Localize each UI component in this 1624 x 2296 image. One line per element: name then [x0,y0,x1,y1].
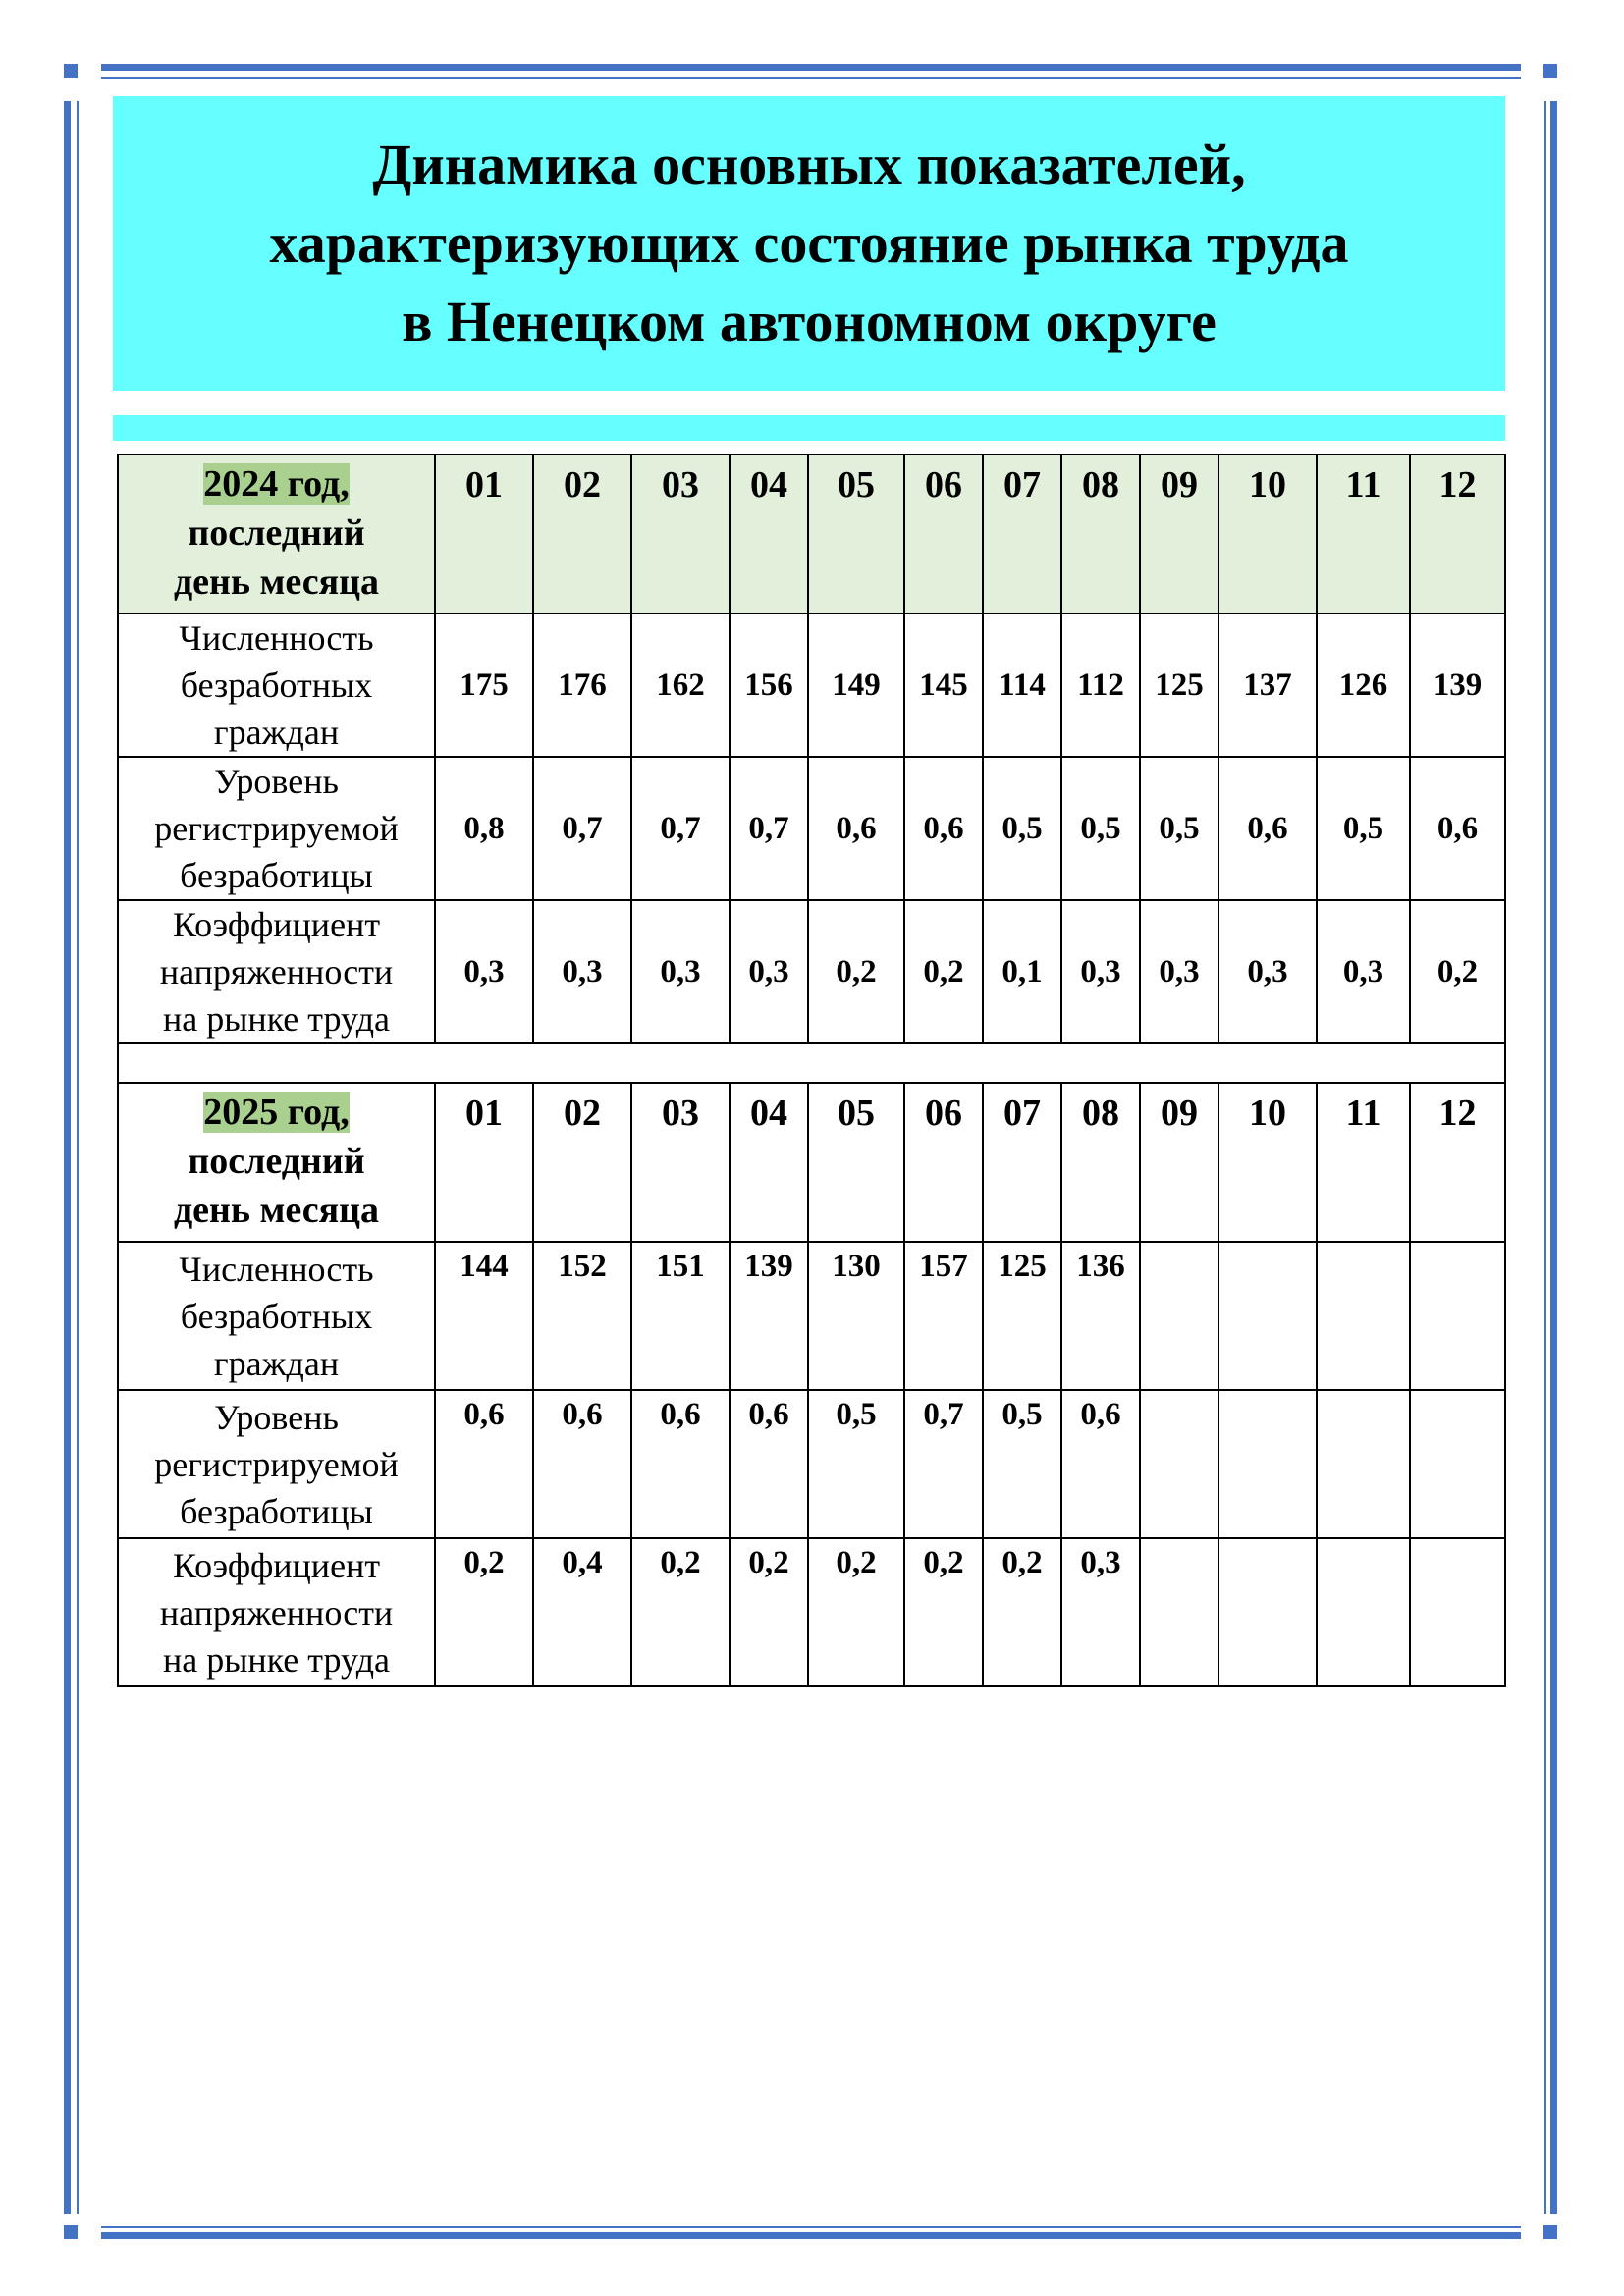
row-2024-unemployed [118,614,1505,757]
month-header: 05 [808,454,904,614]
month-header: 08 [1061,1083,1140,1242]
value-cell: 156 [730,614,808,757]
month-header: 07 [983,454,1061,614]
value-cell: 0,2 [631,1538,730,1686]
row-2025-unemployed [118,1242,1505,1390]
page-border-bottom-inner [101,2226,1521,2228]
label-line: граждан [213,713,340,752]
border-corner-top-right [1543,64,1557,78]
value-cell [1410,1242,1505,1390]
value-cell: 0,2 [808,900,904,1043]
year-subtitle-line-1: последний [188,512,365,554]
value-cell: 0,6 [1061,1390,1140,1538]
value-cell: 0,7 [904,1390,983,1538]
value-cell: 145 [904,614,983,757]
row-label-tension [118,900,435,1043]
value-cell: 0,2 [1410,900,1505,1043]
border-corner-top-left [64,64,78,78]
value-cell: 0,3 [1218,900,1317,1043]
value-cell: 0,7 [533,757,631,900]
value-cell: 114 [983,614,1061,757]
month-header: 08 [1061,454,1140,614]
month-header: 06 [904,1083,983,1242]
label-line: Коэффициент [172,905,381,944]
value-cell: 144 [435,1242,533,1390]
month-header: 09 [1140,1083,1218,1242]
labor-market-table [117,454,1506,1687]
value-cell: 0,1 [983,900,1061,1043]
month-header: 12 [1410,454,1505,614]
value-cell [1410,1538,1505,1686]
value-cell: 0,6 [1410,757,1505,900]
border-corner-bottom-left [64,2225,78,2239]
page-border-left-inner [77,101,79,2214]
year-subtitle-line-2: день месяца [173,561,380,603]
month-header: 03 [631,1083,730,1242]
label-line: Коэффициент [172,1545,381,1585]
value-cell: 0,5 [1140,757,1218,900]
value-cell: 0,5 [1061,757,1140,900]
label-line: граждан [213,1343,340,1383]
value-cell: 0,3 [533,900,631,1043]
value-cell: 176 [533,614,631,757]
table-spacer-row [118,1043,1505,1083]
month-header: 10 [1218,1083,1317,1242]
value-cell: 0,6 [730,1390,808,1538]
label-line: безработицы [180,1491,373,1531]
month-header: 11 [1317,1083,1410,1242]
title-divider-band [113,415,1505,441]
month-header: 06 [904,454,983,614]
value-cell [1317,1538,1410,1686]
value-cell: 126 [1317,614,1410,757]
row-label-unemployed [118,614,435,757]
value-cell: 0,3 [730,900,808,1043]
value-cell: 0,7 [631,757,730,900]
row-label-unemployed [118,1242,435,1390]
row-2024-tension [118,900,1505,1043]
value-cell [1317,1390,1410,1538]
row-2025-tension [118,1538,1505,1686]
value-cell: 137 [1218,614,1317,757]
year-label-2025: 2025 год, [203,1092,350,1133]
month-header: 01 [435,454,533,614]
value-cell: 0,2 [904,1538,983,1686]
value-cell [1317,1242,1410,1390]
value-cell: 0,5 [983,757,1061,900]
value-cell: 125 [1140,614,1218,757]
value-cell [1140,1242,1218,1390]
value-cell [1218,1390,1317,1538]
label-line: безработных [180,1296,373,1336]
value-cell [1218,1538,1317,1686]
page-border-bottom [101,2232,1521,2239]
label-line: регистрируемой [154,1444,399,1484]
value-cell: 0,3 [1061,900,1140,1043]
value-cell [1140,1538,1218,1686]
label-line: Численность [179,618,374,658]
row-label-rate [118,757,435,900]
value-cell: 0,3 [1317,900,1410,1043]
month-header: 04 [730,1083,808,1242]
value-cell [1410,1390,1505,1538]
label-line: регистрируемой [154,809,399,848]
value-cell: 0,2 [435,1538,533,1686]
value-cell: 0,6 [631,1390,730,1538]
row-label-rate [118,1390,435,1538]
label-line: на рынке труда [163,999,390,1039]
month-header: 10 [1218,454,1317,614]
value-cell [1140,1390,1218,1538]
header-row-2024 [118,454,1505,614]
year-header-2024 [118,454,435,614]
page-border-left [64,101,71,2214]
value-cell: 0,8 [435,757,533,900]
month-header: 07 [983,1083,1061,1242]
value-cell: 162 [631,614,730,757]
value-cell: 0,3 [1061,1538,1140,1686]
page-border-top-inner [101,77,1521,79]
value-cell [1218,1242,1317,1390]
value-cell: 151 [631,1242,730,1390]
month-header: 12 [1410,1083,1505,1242]
title-banner [113,96,1505,391]
value-cell: 125 [983,1242,1061,1390]
value-cell: 0,2 [808,1538,904,1686]
value-cell: 157 [904,1242,983,1390]
spacer-cell [118,1043,1505,1083]
label-line: безработицы [180,856,373,895]
label-line: напряженности [159,1592,394,1632]
month-header: 04 [730,454,808,614]
month-header: 03 [631,454,730,614]
value-cell: 130 [808,1242,904,1390]
value-cell: 0,4 [533,1538,631,1686]
value-cell: 0,6 [1218,757,1317,900]
year-subtitle-line-2: день месяца [173,1190,380,1231]
month-header: 02 [533,1083,631,1242]
year-label-2024: 2024 год, [203,463,350,505]
value-cell: 0,3 [435,900,533,1043]
month-header: 09 [1140,454,1218,614]
label-line: напряженности [159,952,394,991]
year-header-2025 [118,1083,435,1242]
month-header: 02 [533,454,631,614]
value-cell: 175 [435,614,533,757]
value-cell: 0,6 [904,757,983,900]
title-line-3: в Ненецком автономном округе [402,290,1217,353]
border-corner-bottom-right [1543,2225,1557,2239]
value-cell: 139 [1410,614,1505,757]
row-label-tension [118,1538,435,1686]
value-cell: 0,3 [631,900,730,1043]
value-cell: 0,3 [1140,900,1218,1043]
value-cell: 0,6 [533,1390,631,1538]
value-cell: 0,2 [904,900,983,1043]
value-cell: 0,6 [808,757,904,900]
value-cell: 152 [533,1242,631,1390]
page-title [269,126,1348,361]
value-cell: 149 [808,614,904,757]
value-cell: 139 [730,1242,808,1390]
page-border-top [101,64,1521,71]
value-cell: 0,5 [1317,757,1410,900]
label-line: Численность [179,1249,374,1289]
label-line: на рынке труда [163,1639,390,1680]
value-cell: 0,2 [983,1538,1061,1686]
value-cell: 112 [1061,614,1140,757]
title-line-2: характеризующих состояние рынка труда [269,211,1349,275]
month-header: 01 [435,1083,533,1242]
value-cell: 0,6 [435,1390,533,1538]
value-cell: 0,7 [730,757,808,900]
month-header: 05 [808,1083,904,1242]
value-cell: 0,5 [983,1390,1061,1538]
row-2024-rate [118,757,1505,900]
year-subtitle-line-1: последний [188,1141,365,1182]
label-line: Уровень [214,1397,339,1437]
month-header: 11 [1317,454,1410,614]
label-line: безработных [180,666,373,705]
title-line-1: Динамика основных показателей, [372,133,1246,196]
page-border-right-inner [1544,101,1546,2214]
row-2025-rate [118,1390,1505,1538]
label-line: Уровень [214,762,339,801]
header-row-2025 [118,1083,1505,1242]
page-border-right [1550,101,1557,2214]
value-cell: 0,2 [730,1538,808,1686]
value-cell: 0,5 [808,1390,904,1538]
value-cell: 136 [1061,1242,1140,1390]
